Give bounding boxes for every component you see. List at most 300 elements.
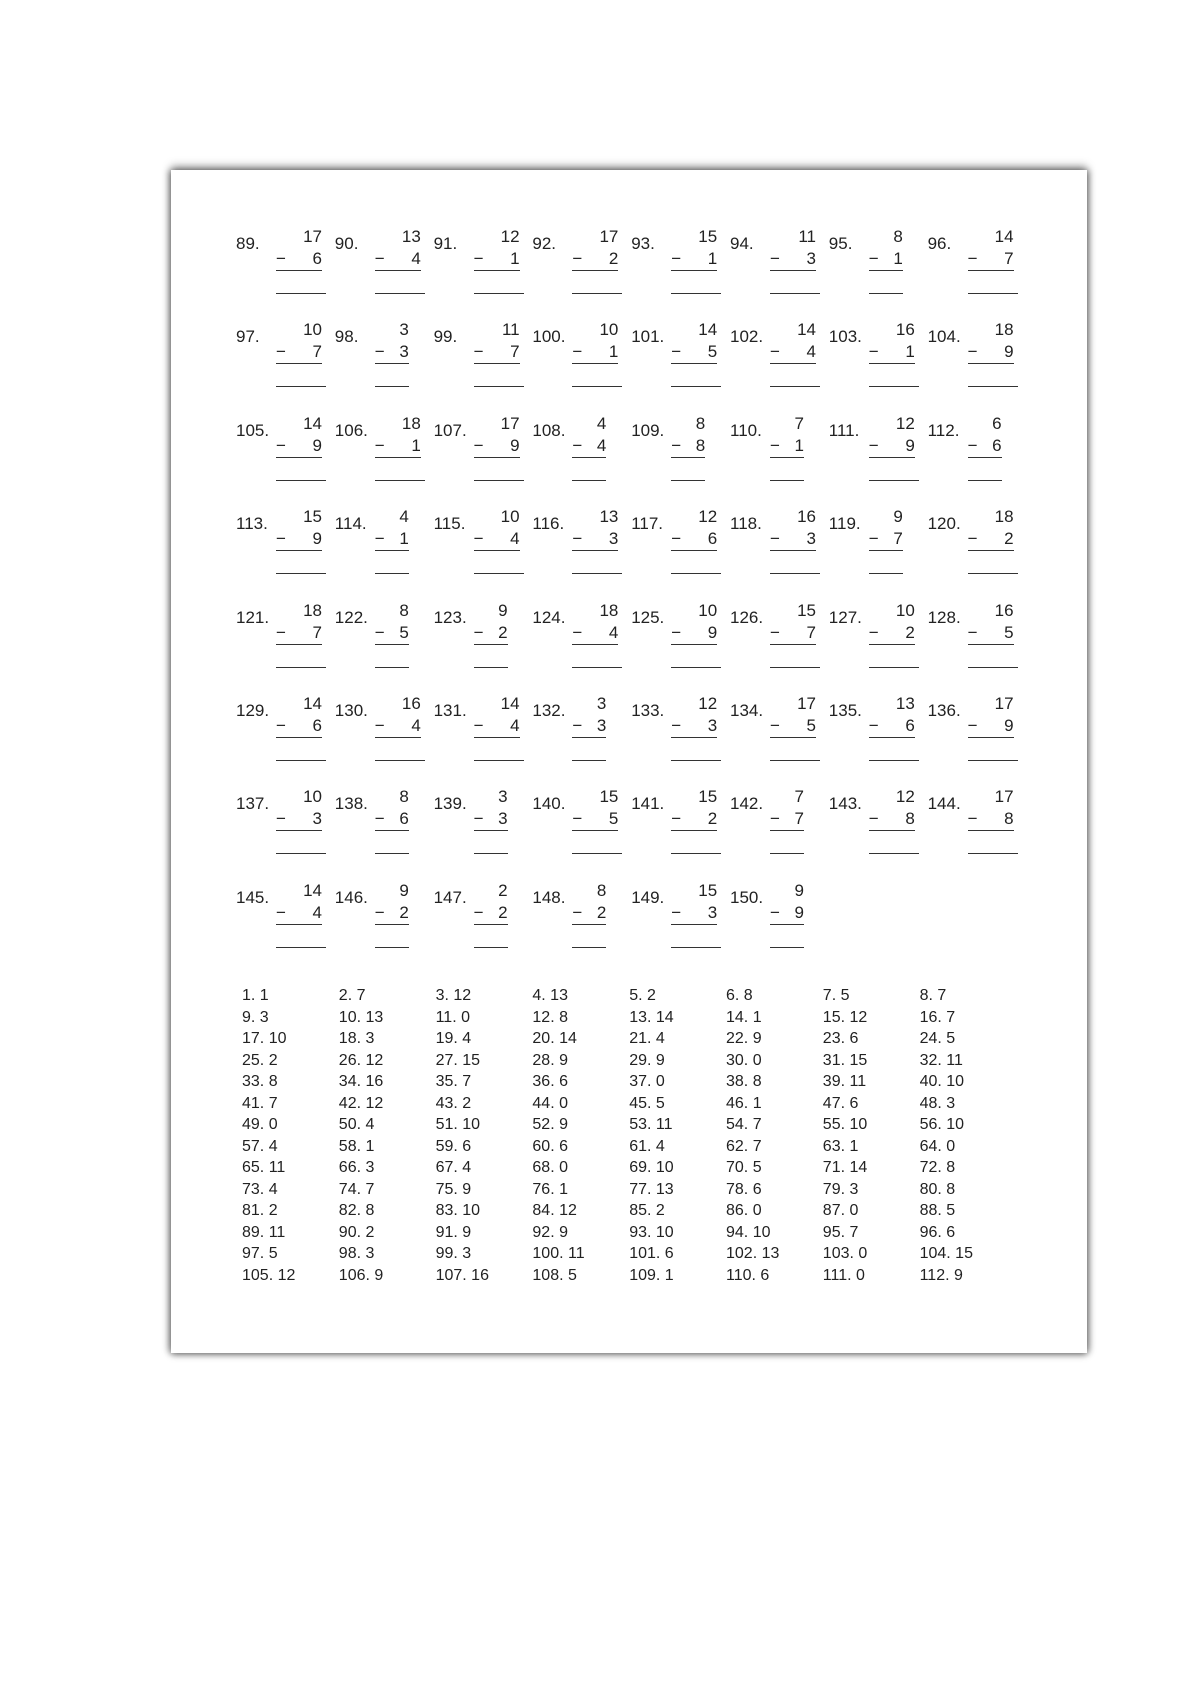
problem-operands	[474, 600, 508, 645]
answer-key-item: 35. 7	[435, 1073, 472, 1090]
minuend: 15	[303, 507, 322, 527]
answer-key-item: 52. 9	[532, 1116, 568, 1133]
subtrahend-row	[770, 622, 816, 645]
answer-blank[interactable]	[375, 573, 409, 574]
answer-key-item: 31. 15	[822, 1051, 868, 1069]
subtrahend-row	[375, 248, 421, 271]
minuend: 16	[994, 600, 1014, 620]
subtrahend-row	[770, 715, 816, 738]
answer-blank[interactable]	[869, 293, 903, 294]
problem-number: 143.	[828, 794, 862, 814]
answer-blank[interactable]	[770, 386, 820, 387]
minus-sign: −	[868, 809, 879, 829]
problem-operands	[869, 506, 903, 551]
problem-operands	[474, 413, 520, 458]
problem-number: 150.	[730, 887, 764, 907]
subtrahend: 5	[1004, 622, 1014, 642]
answer-blank[interactable]	[474, 386, 524, 387]
subtrahend-row	[869, 715, 915, 738]
minuend: 18	[994, 507, 1014, 527]
problem-number: 112.	[927, 420, 960, 440]
answer-key-item: 13. 14	[629, 1008, 674, 1026]
minuend: 17	[303, 227, 322, 246]
minus-sign: −	[572, 622, 583, 642]
answer-key-item: 20. 14	[532, 1030, 577, 1047]
minus-sign: −	[671, 342, 682, 362]
minuend: 14	[303, 880, 322, 900]
subtrahend: 4	[510, 529, 520, 549]
subtrahend: 7	[510, 342, 520, 362]
answer-blank[interactable]	[276, 386, 326, 387]
problem-operands	[671, 506, 717, 551]
subtrahend: 4	[806, 342, 816, 362]
minus-sign: −	[473, 529, 484, 549]
problem-number: 91.	[433, 234, 458, 253]
subtrahend-row	[869, 808, 915, 831]
answer-blank[interactable]	[474, 480, 524, 481]
answer-blank[interactable]	[671, 293, 721, 294]
subtrahend: 8	[905, 809, 915, 829]
answer-blank[interactable]	[968, 386, 1018, 387]
subtrahend: 4	[411, 249, 421, 268]
subtrahend: 2	[498, 622, 508, 642]
answer-key-item: 103. 0	[822, 1245, 868, 1262]
answer-key-item: 5. 2	[629, 987, 656, 1004]
problem-number: 99.	[433, 327, 458, 347]
answer-blank[interactable]	[474, 573, 524, 574]
subtrahend-row	[671, 528, 717, 551]
problem-operands	[375, 786, 409, 831]
subtrahend-row	[572, 715, 606, 738]
answer-key-item: 21. 4	[629, 1030, 665, 1047]
answer-blank[interactable]	[572, 293, 622, 294]
problem-number: 113.	[236, 514, 268, 534]
subtrahend: 3	[399, 342, 409, 362]
answer-key-item: 76. 1	[532, 1180, 568, 1198]
problem-operands	[869, 786, 915, 831]
minus-sign: −	[770, 716, 780, 735]
answer-blank[interactable]	[869, 573, 903, 574]
answer-key-item: 92. 9	[532, 1223, 568, 1241]
answer-key-item: 91. 9	[435, 1223, 472, 1241]
minuend: 14	[994, 227, 1014, 246]
subtrahend: 7	[794, 809, 804, 829]
problem-number: 101.	[631, 327, 665, 347]
minus-sign: −	[967, 716, 978, 735]
answer-key-item: 72. 8	[919, 1159, 956, 1176]
minus-sign: −	[473, 249, 484, 268]
subtrahend-row	[968, 808, 1014, 831]
answer-blank[interactable]	[375, 853, 409, 854]
answer-blank[interactable]	[572, 480, 606, 481]
problem-number: 134.	[730, 701, 764, 720]
subtrahend-row	[375, 435, 421, 458]
problem-operands	[375, 319, 409, 364]
answer-key-item: 56. 10	[919, 1116, 965, 1133]
answer-blank[interactable]	[968, 853, 1018, 854]
subtrahend: 5	[399, 622, 409, 642]
answer-blank[interactable]	[671, 667, 721, 668]
subtrahend: 2	[1004, 529, 1014, 549]
answer-key-item: 99. 3	[435, 1245, 472, 1262]
minus-sign: −	[374, 902, 385, 922]
minuend: 14	[500, 694, 520, 713]
minuend: 9	[399, 880, 409, 900]
minuend: 17	[500, 413, 520, 433]
minus-sign: −	[868, 435, 879, 455]
minus-sign: −	[276, 249, 286, 268]
minus-sign: −	[770, 342, 780, 362]
answer-key-item: 59. 6	[435, 1137, 472, 1155]
subtrahend: 4	[596, 435, 607, 455]
subtrahend-row	[474, 715, 520, 738]
problem-number: 111.	[828, 420, 860, 440]
problem-number: 121.	[236, 607, 270, 627]
minus-sign: −	[473, 435, 484, 455]
problem-operands	[474, 880, 508, 925]
minus-sign: −	[671, 249, 682, 268]
subtrahend: 7	[312, 622, 322, 642]
answer-blank[interactable]	[572, 760, 606, 761]
answer-blank[interactable]	[375, 293, 425, 294]
subtrahend: 6	[399, 809, 409, 829]
minuend: 4	[399, 507, 409, 527]
answer-blank[interactable]	[671, 760, 721, 761]
minus-sign: −	[770, 809, 780, 829]
answer-blank[interactable]	[968, 293, 1018, 294]
subtrahend-row	[572, 435, 606, 458]
problem-number: 147.	[433, 887, 467, 907]
answer-key-item: 106. 9	[338, 1266, 384, 1284]
minus-sign: −	[276, 809, 286, 829]
minus-sign: −	[473, 342, 484, 362]
answer-blank[interactable]	[276, 293, 326, 294]
subtrahend: 2	[596, 902, 607, 922]
minus-sign: −	[967, 622, 978, 642]
answer-key-item: 6. 8	[726, 987, 753, 1004]
answer-blank[interactable]	[276, 947, 326, 948]
answer-key-item: 109. 1	[629, 1266, 674, 1284]
answer-blank[interactable]	[869, 760, 919, 761]
problem-operands	[770, 880, 804, 925]
problem-number: 95.	[828, 234, 853, 253]
problem-operands	[276, 506, 322, 551]
problem-number: 125.	[631, 607, 665, 627]
minus-sign: −	[967, 809, 978, 829]
subtrahend-row	[572, 528, 618, 551]
answer-key-item: 8. 7	[919, 987, 947, 1004]
subtrahend-row	[770, 808, 804, 831]
problem-operands	[276, 600, 322, 645]
answer-key-item: 37. 0	[629, 1073, 665, 1090]
minuend: 9	[794, 880, 804, 900]
answer-blank[interactable]	[968, 573, 1018, 574]
problem-number: 97.	[236, 327, 260, 347]
subtrahend-row	[474, 622, 508, 645]
minus-sign: −	[473, 809, 484, 829]
problem-operands	[572, 693, 606, 738]
answer-key-item: 87. 0	[822, 1202, 859, 1219]
answer-blank[interactable]	[572, 573, 622, 574]
minuend: 10	[698, 600, 718, 620]
answer-blank[interactable]	[375, 947, 409, 948]
answer-blank[interactable]	[572, 947, 606, 948]
answer-key-item: 17. 10	[242, 1030, 287, 1047]
minus-sign: −	[868, 249, 879, 268]
subtrahend: 3	[596, 716, 607, 735]
minus-sign: −	[967, 435, 978, 455]
subtrahend: 1	[707, 249, 718, 268]
subtrahend-row	[671, 622, 717, 645]
minus-sign: −	[572, 529, 583, 549]
problem-operands	[474, 693, 520, 738]
answer-key-item: 12. 8	[532, 1008, 568, 1026]
problem-operands	[671, 319, 717, 364]
answer-key-item: 4. 13	[532, 987, 568, 1004]
problem-number: 137.	[236, 794, 270, 814]
answer-key-item: 44. 0	[532, 1094, 568, 1112]
answer-blank[interactable]	[770, 480, 804, 481]
subtrahend-row	[474, 248, 520, 271]
answer-key-item: 70. 5	[726, 1159, 762, 1176]
problem-operands	[375, 600, 409, 645]
answer-key-item: 64. 0	[919, 1137, 956, 1155]
answer-key-item: 101. 6	[629, 1245, 674, 1262]
answer-blank[interactable]	[671, 480, 705, 481]
minus-sign: −	[967, 249, 978, 268]
minus-sign: −	[868, 529, 879, 549]
answer-key-item: 94. 10	[726, 1223, 771, 1241]
answer-key-item: 22. 9	[726, 1030, 762, 1047]
answer-blank[interactable]	[869, 853, 919, 854]
subtrahend: 1	[893, 249, 903, 268]
answer-blank[interactable]	[770, 667, 820, 668]
answer-blank[interactable]	[375, 386, 409, 387]
subtrahend: 4	[411, 716, 421, 735]
minus-sign: −	[868, 342, 879, 362]
answer-blank[interactable]	[474, 947, 508, 948]
answer-key-item: 81. 2	[242, 1202, 278, 1219]
problem-number: 110.	[730, 420, 762, 440]
subtrahend: 3	[707, 902, 718, 922]
minus-sign: −	[868, 622, 879, 642]
problem-operands	[572, 319, 618, 364]
problem-operands	[375, 693, 421, 738]
answer-blank[interactable]	[375, 480, 425, 481]
subtrahend-row	[474, 902, 508, 925]
answer-blank[interactable]	[671, 573, 721, 574]
answer-blank[interactable]	[572, 853, 622, 854]
minuend: 8	[695, 413, 706, 433]
minuend: 3	[399, 320, 409, 340]
minus-sign: −	[868, 716, 879, 735]
answer-key-item: 11. 0	[435, 1008, 470, 1026]
subtrahend-row	[375, 528, 409, 551]
minuend: 8	[893, 227, 903, 246]
answer-blank[interactable]	[474, 760, 524, 761]
answer-key-item: 25. 2	[242, 1051, 278, 1069]
answer-key-item: 60. 6	[532, 1137, 568, 1155]
problem-number: 120.	[927, 514, 961, 534]
problem-operands	[276, 319, 322, 364]
answer-key-item: 47. 6	[822, 1094, 859, 1112]
subtrahend-row	[375, 341, 409, 364]
answer-key-item: 23. 6	[822, 1030, 859, 1047]
minuend: 12	[698, 507, 718, 527]
answer-blank[interactable]	[770, 853, 804, 854]
answer-blank[interactable]	[276, 667, 326, 668]
minuend: 15	[698, 880, 718, 900]
minuend: 10	[500, 507, 520, 527]
answer-blank[interactable]	[869, 480, 919, 481]
subtrahend-row	[968, 715, 1014, 738]
subtrahend-row	[474, 528, 520, 551]
answer-blank[interactable]	[770, 573, 820, 574]
problem-operands	[572, 600, 618, 645]
minuend: 10	[303, 787, 322, 807]
minuend: 17	[994, 787, 1014, 807]
answer-key-item: 65. 11	[242, 1159, 286, 1176]
answer-blank[interactable]	[671, 947, 721, 948]
subtrahend-row	[770, 341, 816, 364]
subtrahend-row	[572, 902, 606, 925]
minuend: 16	[797, 507, 816, 527]
problem-operands	[968, 319, 1014, 364]
problem-operands	[572, 786, 618, 831]
answer-blank[interactable]	[375, 667, 409, 668]
subtrahend-row	[276, 715, 322, 738]
problem-number: 126.	[730, 607, 764, 627]
answer-blank[interactable]	[671, 386, 721, 387]
subtrahend-row	[671, 341, 717, 364]
minuend: 3	[596, 694, 607, 713]
problem-number: 146.	[334, 887, 368, 907]
subtrahend: 9	[312, 529, 322, 549]
problem-number: 89.	[236, 234, 260, 253]
problem-number: 102.	[730, 327, 764, 347]
minuend: 11	[501, 320, 520, 340]
minus-sign: −	[473, 902, 484, 922]
minuend: 17	[797, 694, 816, 713]
answer-key-item: 75. 9	[435, 1180, 472, 1198]
answer-blank[interactable]	[671, 853, 721, 854]
problem-operands	[474, 319, 520, 364]
minuend: 2	[498, 880, 508, 900]
minus-sign: −	[374, 716, 385, 735]
answer-blank[interactable]	[375, 760, 425, 761]
subtrahend-row	[572, 248, 618, 271]
problem-number: 107.	[433, 420, 467, 440]
problem-operands	[375, 226, 421, 271]
subtrahend: 8	[1004, 809, 1014, 829]
answer-key-item: 66. 3	[338, 1159, 375, 1176]
problem-number: 128.	[927, 607, 961, 627]
problem-number: 106.	[334, 420, 368, 440]
problem-number: 131.	[433, 701, 467, 720]
minuend: 6	[992, 413, 1002, 433]
answer-blank[interactable]	[276, 480, 326, 481]
problem-operands	[276, 786, 322, 831]
answer-key-item: 10. 13	[338, 1008, 384, 1026]
answer-key-item: 50. 4	[338, 1116, 375, 1133]
problem-operands	[671, 600, 717, 645]
subtrahend: 9	[1004, 716, 1014, 735]
answer-blank[interactable]	[869, 667, 919, 668]
answer-blank[interactable]	[276, 573, 326, 574]
subtrahend-row	[968, 435, 1002, 458]
minuend: 3	[498, 787, 508, 807]
answer-blank[interactable]	[474, 293, 524, 294]
subtrahend-row	[375, 902, 409, 925]
problem-number: 149.	[631, 887, 665, 907]
answer-blank[interactable]	[572, 667, 622, 668]
answer-key-item: 61. 4	[629, 1137, 665, 1155]
answer-key-item: 58. 1	[338, 1137, 375, 1155]
answer-blank[interactable]	[968, 667, 1018, 668]
answer-key-item: 74. 7	[338, 1180, 375, 1198]
answer-blank[interactable]	[276, 853, 326, 854]
problem-number: 98.	[334, 327, 359, 347]
answer-blank[interactable]	[572, 386, 622, 387]
minus-sign: −	[770, 622, 780, 642]
subtrahend-row	[869, 528, 903, 551]
minus-sign: −	[276, 902, 286, 922]
answer-key-item: 18. 3	[338, 1030, 375, 1047]
answer-blank[interactable]	[770, 947, 804, 948]
subtrahend-row	[968, 248, 1014, 271]
answer-key-item: 53. 11	[629, 1116, 673, 1133]
answer-key-item: 71. 14	[822, 1159, 868, 1176]
problem-number: 145.	[236, 887, 270, 907]
answer-blank[interactable]	[474, 667, 508, 668]
problem-operands	[770, 600, 816, 645]
subtrahend: 1	[399, 529, 409, 549]
subtrahend: 2	[905, 622, 915, 642]
answer-key-item: 7. 5	[822, 987, 850, 1004]
subtrahend: 2	[399, 902, 409, 922]
subtrahend-row	[968, 341, 1014, 364]
answer-key-item: 38. 8	[726, 1073, 762, 1090]
problem-operands	[474, 786, 508, 831]
subtrahend: 9	[794, 902, 804, 922]
problem-number: 115.	[433, 514, 466, 534]
answer-blank[interactable]	[770, 293, 820, 294]
subtrahend-row	[671, 808, 717, 831]
answer-blank[interactable]	[869, 386, 919, 387]
subtrahend-row	[474, 435, 520, 458]
answer-blank[interactable]	[968, 760, 1018, 761]
problem-number: 130.	[334, 701, 368, 720]
subtrahend-row	[572, 622, 618, 645]
answer-key-item: 63. 1	[822, 1137, 859, 1155]
minus-sign: −	[374, 342, 385, 362]
answer-blank[interactable]	[968, 480, 1002, 481]
answer-blank[interactable]	[770, 760, 820, 761]
problem-operands	[671, 413, 705, 458]
problem-number: 133.	[631, 701, 665, 720]
answer-key-item: 30. 0	[726, 1051, 762, 1069]
answer-blank[interactable]	[276, 760, 326, 761]
answer-key-item: 102. 13	[726, 1245, 780, 1262]
answer-blank[interactable]	[474, 853, 508, 854]
problem-operands	[671, 786, 717, 831]
problem-operands	[869, 413, 915, 458]
problem-number: 138.	[334, 794, 368, 814]
problem-operands	[869, 600, 915, 645]
answer-key-item: 57. 4	[242, 1137, 278, 1155]
answer-key-item: 24. 5	[919, 1030, 956, 1047]
subtrahend: 1	[411, 435, 421, 455]
